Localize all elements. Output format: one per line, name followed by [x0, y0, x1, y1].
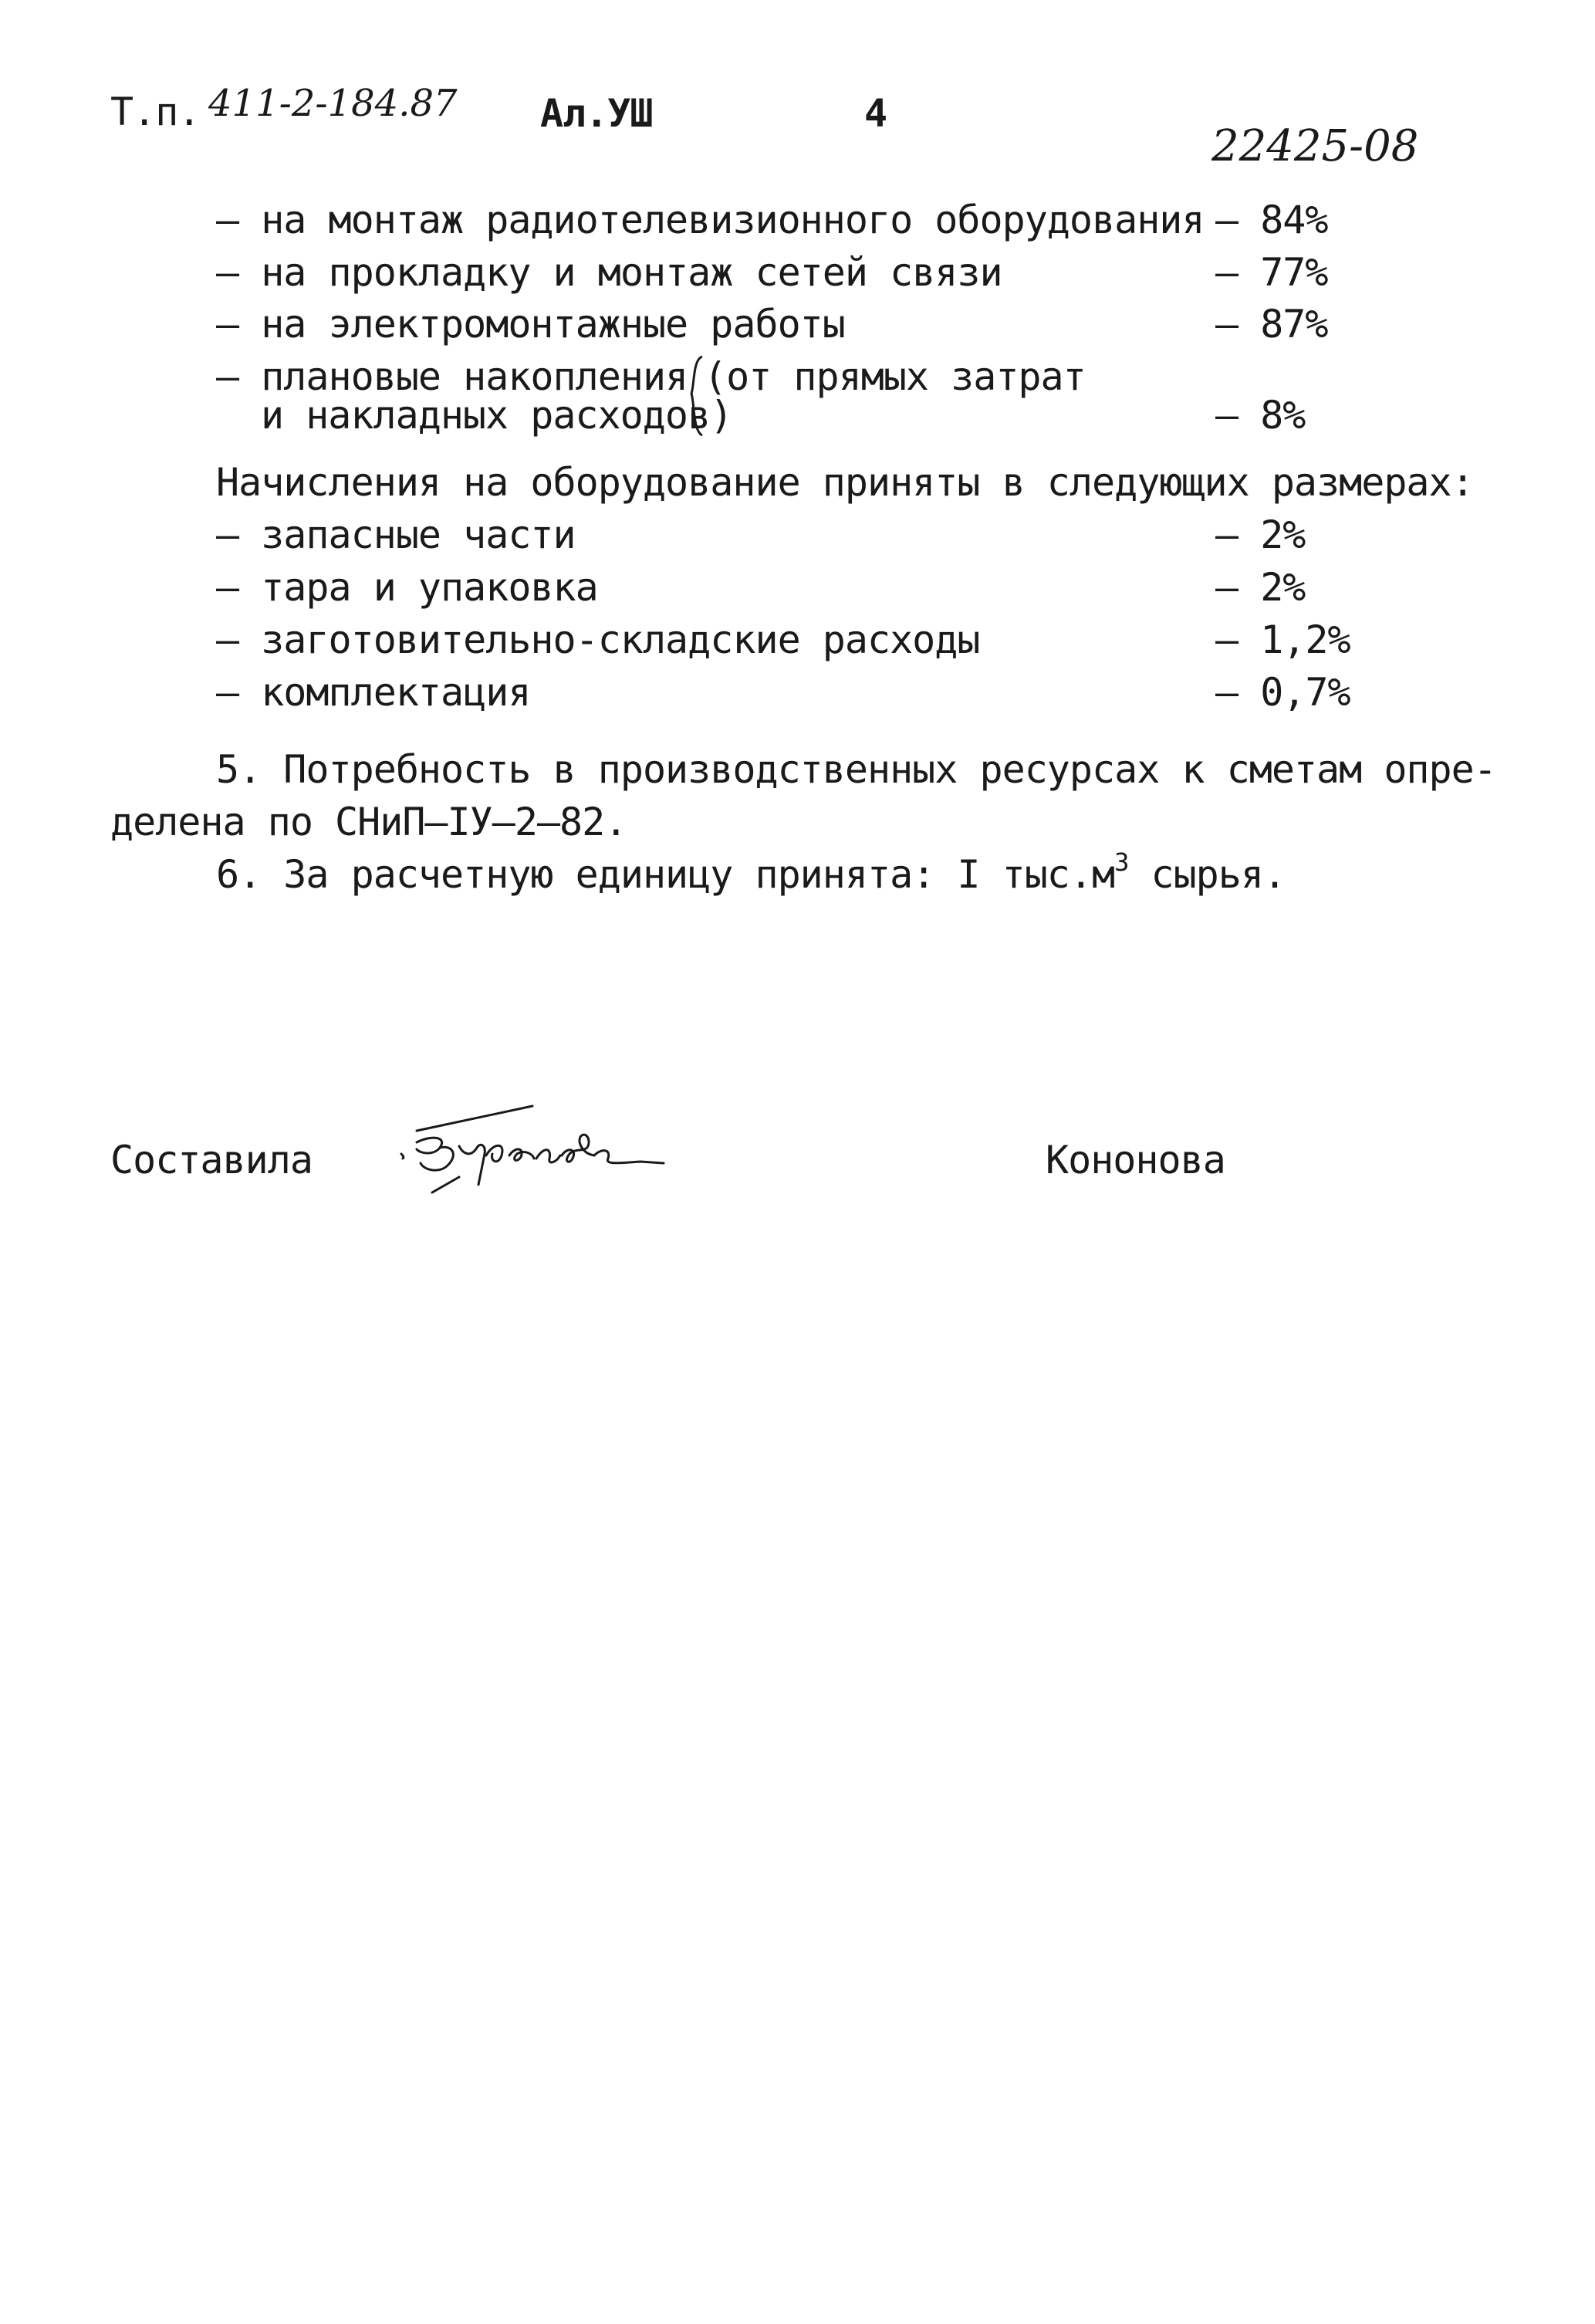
header-prefix: Т.п.	[110, 90, 201, 134]
project-number: 411-2-184.87	[208, 82, 458, 125]
superscript-three: 3	[1114, 847, 1129, 877]
equipment-item-value: – 0,7%	[1215, 670, 1350, 715]
signature-label: Составила	[110, 1138, 313, 1182]
cost-item-value: – 84%	[1215, 198, 1328, 242]
paragraph-6-tail: сырья.	[1128, 852, 1286, 897]
paragraph-5-line-1: 5. Потребность в производственных ресурсах к сметам опре-	[216, 747, 1496, 792]
paragraph-6-text: 6. За расчетную единицу принята: I тыс.м	[216, 852, 1115, 897]
cost-item-label: – на монтаж радиотелевизионного оборудования	[216, 198, 1205, 242]
cost-item-value: – 87%	[1215, 302, 1328, 347]
cost-item-label-continued: и накладных расходов)	[261, 393, 733, 438]
stamp-number: 22425-08	[1211, 121, 1419, 171]
equipment-item-label: – заготовительно-складские расходы	[216, 617, 980, 662]
cost-item-value: – 77%	[1215, 250, 1328, 295]
equipment-item-label: – комплектация	[216, 670, 531, 715]
cost-item-label-continued: (от прямых затрат	[704, 354, 1086, 399]
equipment-item-value: – 2%	[1215, 512, 1306, 557]
equipment-intro: Начисления на оборудование приняты в следующих размерах:	[216, 460, 1474, 505]
cost-item-value: – 8%	[1215, 393, 1306, 438]
signatory-name: Кононова	[1046, 1138, 1225, 1182]
paragraph-6	[216, 847, 1286, 897]
album-number: Ал.УШ	[540, 91, 653, 136]
equipment-item-label: – тара и упаковка	[216, 565, 598, 610]
cost-item-label: – плановые накопления	[216, 354, 688, 399]
brace-mark	[685, 354, 708, 438]
handwritten-signature	[386, 1100, 710, 1216]
paragraph-5-line-2: делена по СНиП–IУ–2–82.	[110, 800, 627, 844]
cost-item-label: – на прокладку и монтаж сетей связи	[216, 250, 1002, 295]
cost-item-label: – на электромонтажные работы	[216, 302, 845, 347]
page-number: 4	[864, 91, 887, 136]
equipment-item-label: – запасные части	[216, 512, 576, 557]
equipment-item-value: – 1,2%	[1215, 617, 1350, 662]
equipment-item-value: – 2%	[1215, 565, 1306, 610]
